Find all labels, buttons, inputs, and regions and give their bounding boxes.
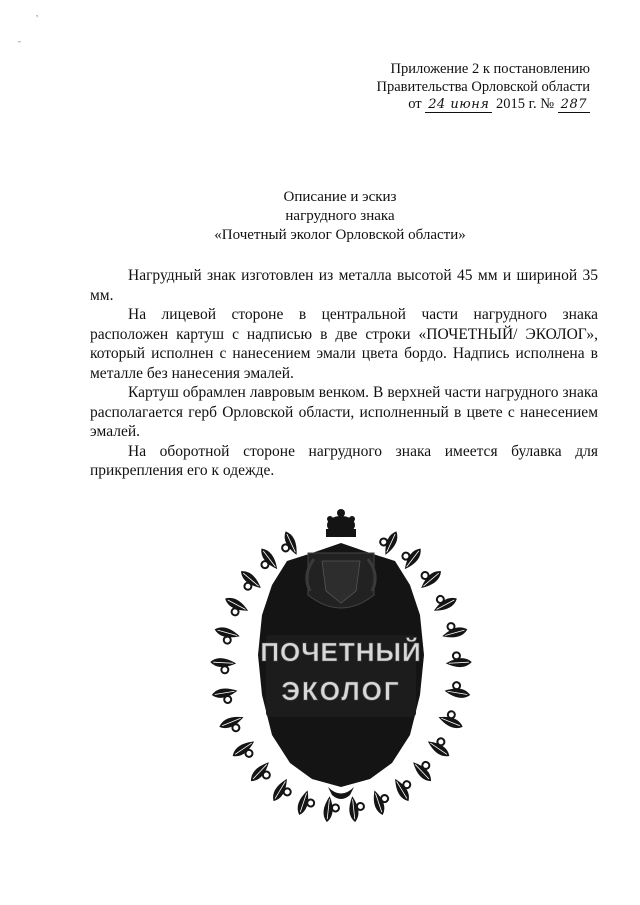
badge-image	[210, 495, 472, 830]
laurel-leaf-icon	[370, 787, 393, 816]
description-body	[90, 266, 598, 481]
laurel-leaf-icon	[376, 527, 401, 557]
appendix-line-3	[340, 96, 590, 114]
laurel-leaf-icon	[444, 680, 472, 699]
paragraph-front-side: На лицевой стороне в центральной части нагрудного знака расположен картуш с надписью в две строки «ПОЧЕТНЫЙ/ ЭКОЛОГ», который исполнен с нанесением эмали цвета бордо. Надпись исполнена в металле без нанесения эмалей.	[90, 306, 598, 382]
badge-sketch	[210, 495, 472, 830]
appendix-year: 2015 г. №	[496, 96, 555, 112]
laurel-leaf-icon	[396, 542, 424, 572]
document-title	[150, 188, 530, 245]
laurel-leaf-icon	[437, 707, 467, 731]
appendix-header	[340, 61, 590, 114]
laurel-leaf-icon	[270, 777, 296, 807]
laurel-leaf-icon	[230, 738, 260, 765]
laurel-leaf-icon	[425, 733, 455, 760]
handwritten-number: 287	[558, 98, 590, 113]
handwritten-date: 24 июня	[425, 98, 492, 113]
laurel-leaf-icon	[348, 795, 366, 822]
laurel-leaf-icon	[253, 546, 281, 576]
scan-mark-top: ,	[36, 8, 39, 18]
laurel-leaf-icon	[445, 652, 472, 668]
laurel-leaf-icon	[248, 759, 277, 788]
laurel-leaf-icon	[234, 568, 264, 596]
laurel-leaf-icon	[391, 773, 417, 803]
laurel-leaf-icon	[295, 789, 318, 818]
coat-of-arms-icon	[307, 553, 375, 608]
paragraph-back-side: На оборотной стороне нагрудного знака имеется булавка для прикрепления его к одежде.	[90, 442, 598, 479]
title-line-3: «Почетный эколог Орловской области»	[214, 227, 466, 243]
laurel-leaf-icon	[410, 755, 439, 784]
laurel-leaf-icon	[218, 713, 248, 737]
laurel-leaf-icon	[439, 619, 468, 640]
appendix-line-1: Приложение 2 к постановлению	[390, 61, 590, 77]
laurel-leaf-icon	[210, 658, 236, 674]
laurel-leaf-icon	[322, 796, 340, 823]
scan-mark-left: -	[18, 36, 21, 46]
badge-text-line-1: ПОЧЕТНЫЙ	[260, 637, 422, 667]
crown-icon	[326, 509, 356, 537]
laurel-leaf-icon	[276, 529, 301, 559]
appendix-from-label: от	[408, 96, 422, 112]
paragraph-wreath: Картуш обрамлен лавровым венком. В верхней части нагрудного знака располагается герб Орловской области, исполненный в цвете с нанесением эмалей.	[90, 384, 598, 440]
laurel-leaf-icon	[211, 686, 239, 705]
paragraph-dimensions: Нагрудный знак изготовлен из металла высотой 45 мм и шириной 35 мм.	[90, 267, 598, 304]
appendix-line-2: Правительства Орловской области	[376, 78, 590, 95]
laurel-leaf-icon	[220, 595, 250, 620]
title-line-2: нагрудного знака	[285, 208, 395, 224]
ribbon-bottom-icon	[328, 787, 354, 799]
laurel-leaf-icon	[212, 625, 241, 646]
badge-text-line-2: ЭКОЛОГ	[281, 676, 401, 706]
title-line-1: Описание и эскиз	[283, 189, 397, 205]
laurel-leaf-icon	[414, 563, 444, 591]
laurel-leaf-icon	[429, 589, 459, 614]
